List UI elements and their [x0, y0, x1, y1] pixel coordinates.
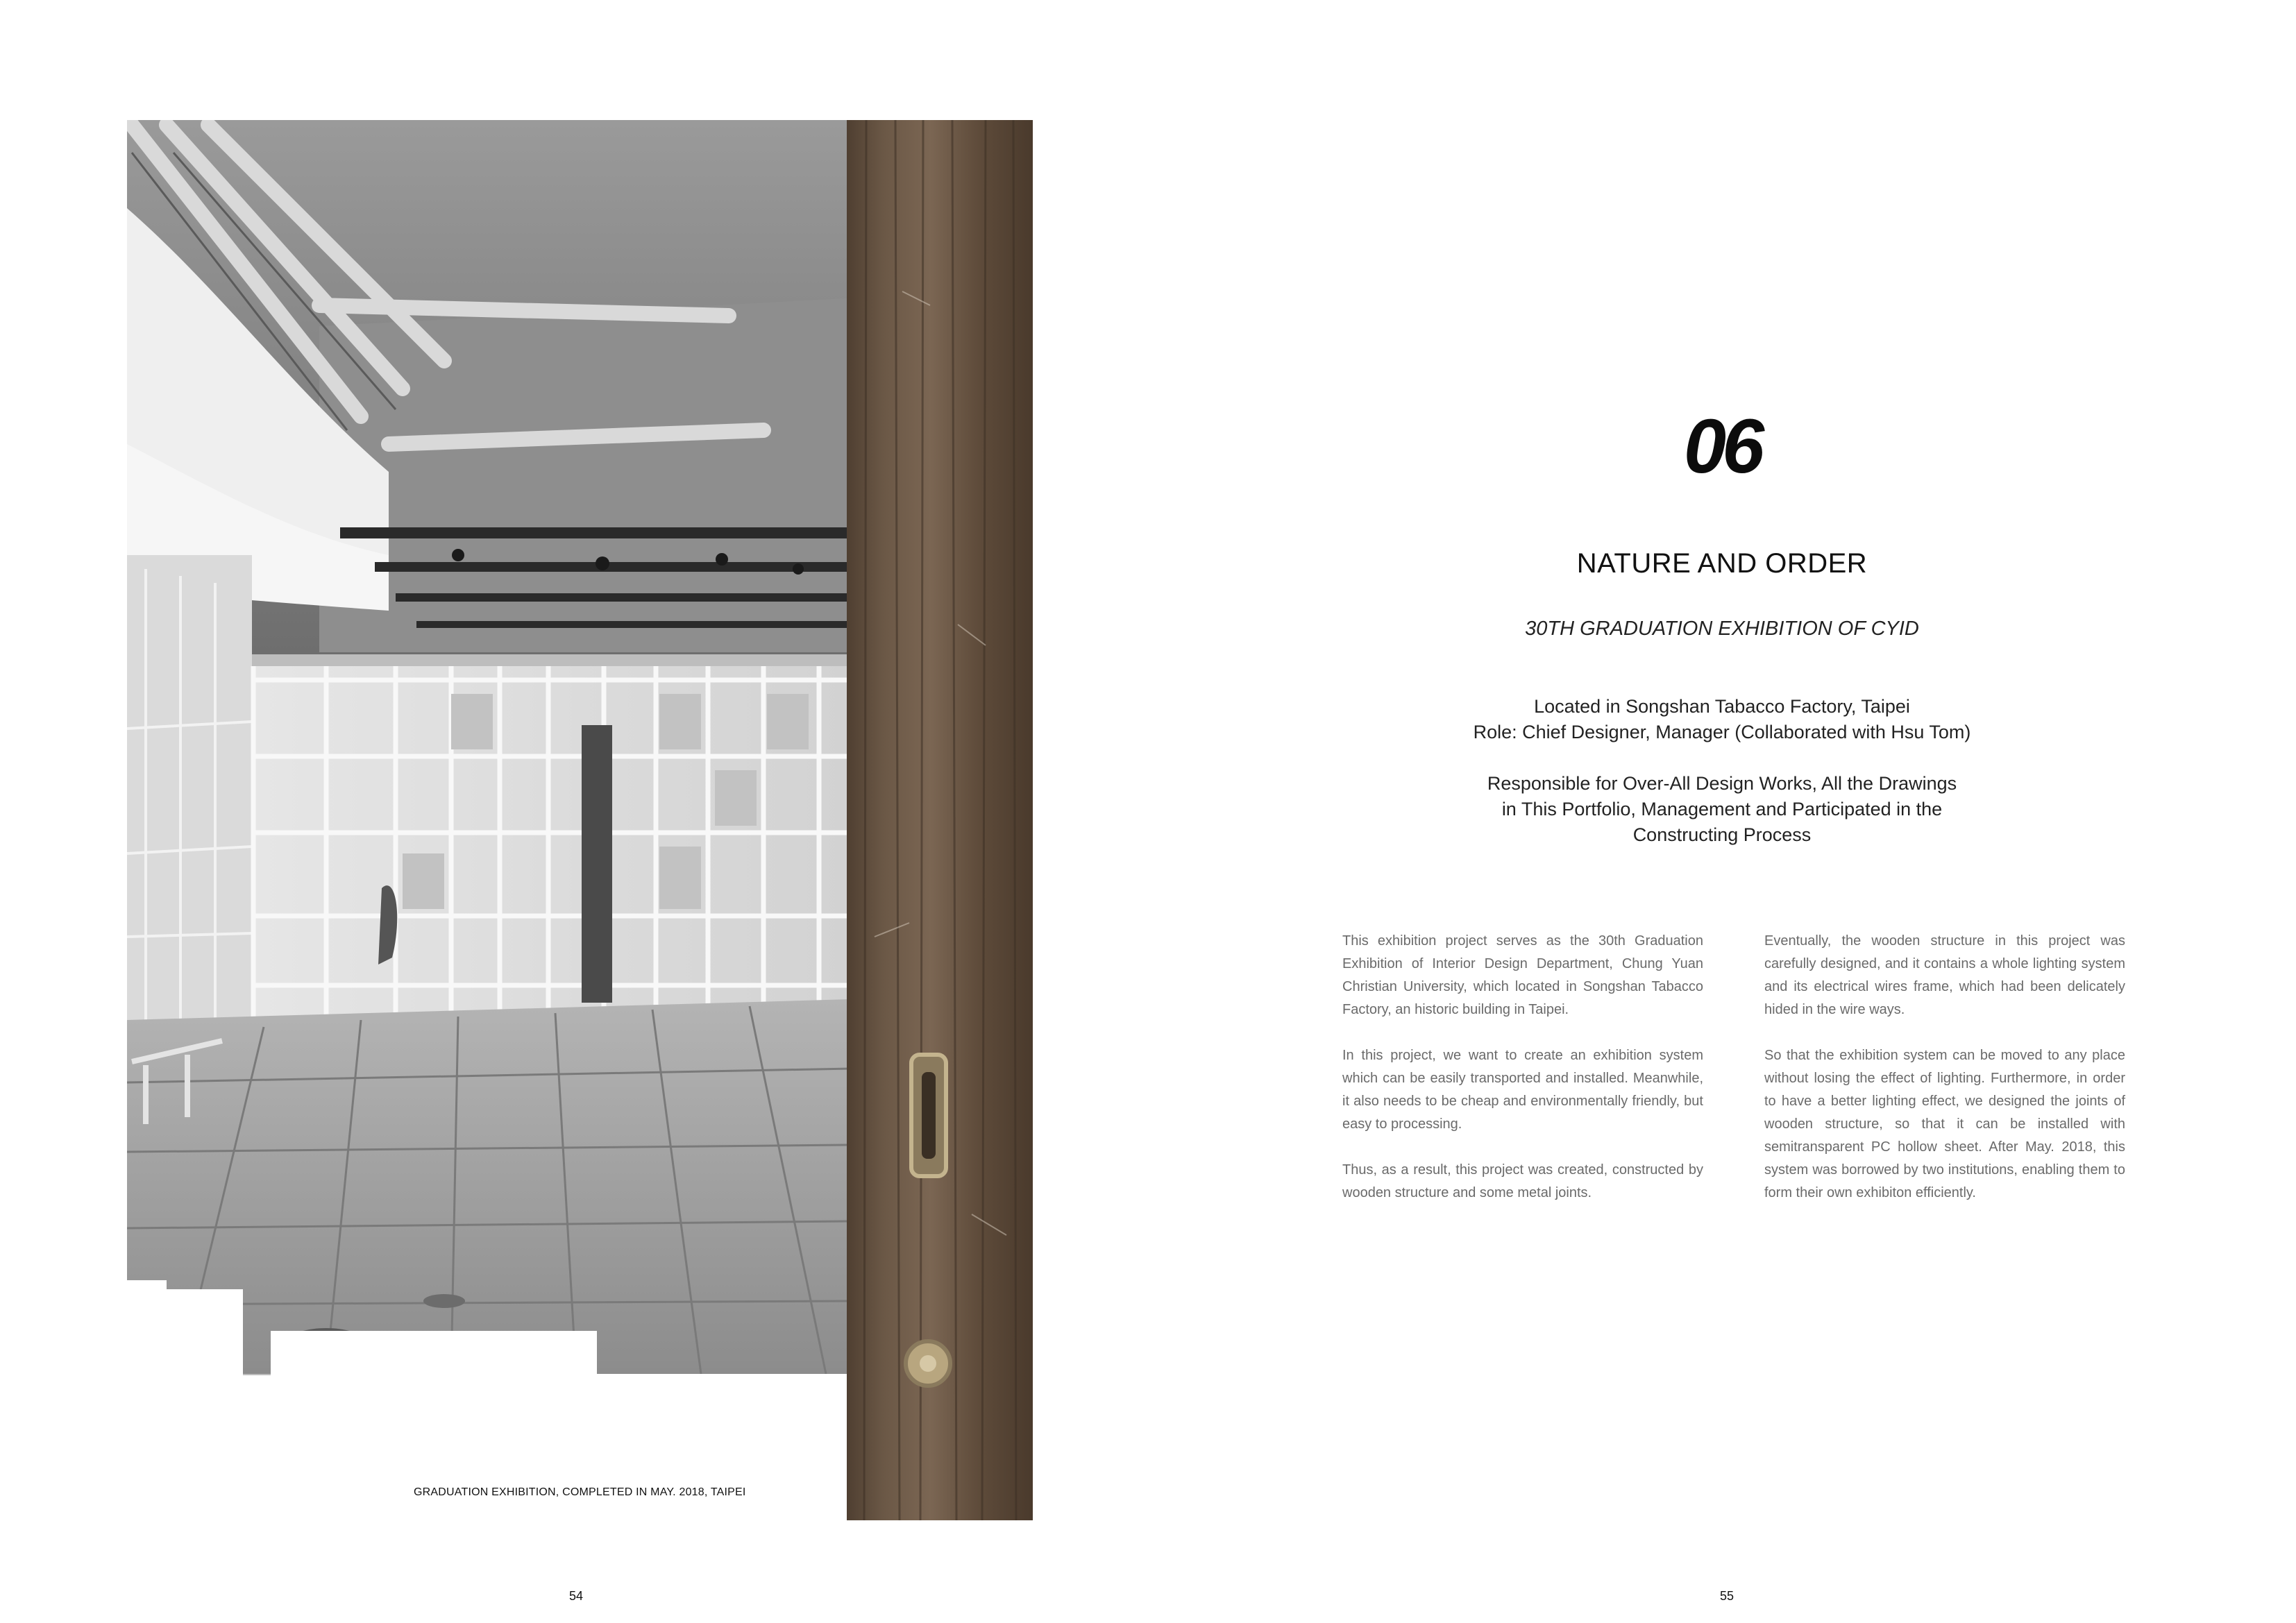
- photo-caption: GRADUATION EXHIBITION, COMPLETED IN MAY. 2018, TAIPEI: [414, 1486, 746, 1498]
- project-responsibility-line-2: in This Portfolio, Management and Participated in the: [1501, 799, 1943, 819]
- project-info: [1426, 694, 2018, 848]
- body-column-left: [1342, 930, 1703, 1227]
- chapter-number: 06: [1683, 404, 1761, 489]
- page-number-left: 54: [569, 1589, 584, 1603]
- project-location: Located in Songshan Tabacco Factory, Taipei: [1534, 696, 1910, 717]
- body-column-right: [1764, 930, 2125, 1227]
- page-number-right: 55: [1720, 1589, 1734, 1603]
- body-paragraph: Eventually, the wooden structure in this project was carefully designed, and it contains a whole lighting system and its electrical wires frame, which had been delicately hided in the wire ways.: [1764, 933, 2125, 1017]
- project-title: NATURE AND ORDER: [1576, 548, 1868, 579]
- project-role: Role: Chief Designer, Manager (Collaborated with Hsu Tom): [1473, 722, 1971, 742]
- body-paragraph: Thus, as a result, this project was created, constructed by wooden structure and some metal joints.: [1342, 1162, 1703, 1200]
- body-paragraph: So that the exhibition system can be moved to any place without losing the effect of lighting. Furthermore, in order to have a better lighting effect, we designed the joints of wooden structure, so that it can be installed with semitransparent PC hollow sheet. After May. 2018, this system was borrowed by two institutions, enabling them to form their own exhibiton efficiently.: [1764, 1048, 2125, 1200]
- project-subtitle: 30TH GRADUATION EXHIBITION OF CYID: [1525, 618, 1919, 640]
- project-responsibility-line-1: Responsible for Over-All Design Works, All the Drawings: [1487, 773, 1957, 794]
- project-responsibility-line-3: Constructing Process: [1632, 824, 1812, 845]
- body-paragraph: In this project, we want to create an exhibition system which can be easily transported and installed. Meanwhile, it also needs to be cheap and environmentally friendly, but easy to processing.: [1342, 1048, 1703, 1132]
- body-paragraph: This exhibition project serves as the 30th Graduation Exhibition of Interior Design Department, Chung Yuan Christian University, which located in Songshan Tabacco Factory, an historic building in Taipei.: [1342, 933, 1703, 1017]
- right-page: [1148, 0, 2296, 1623]
